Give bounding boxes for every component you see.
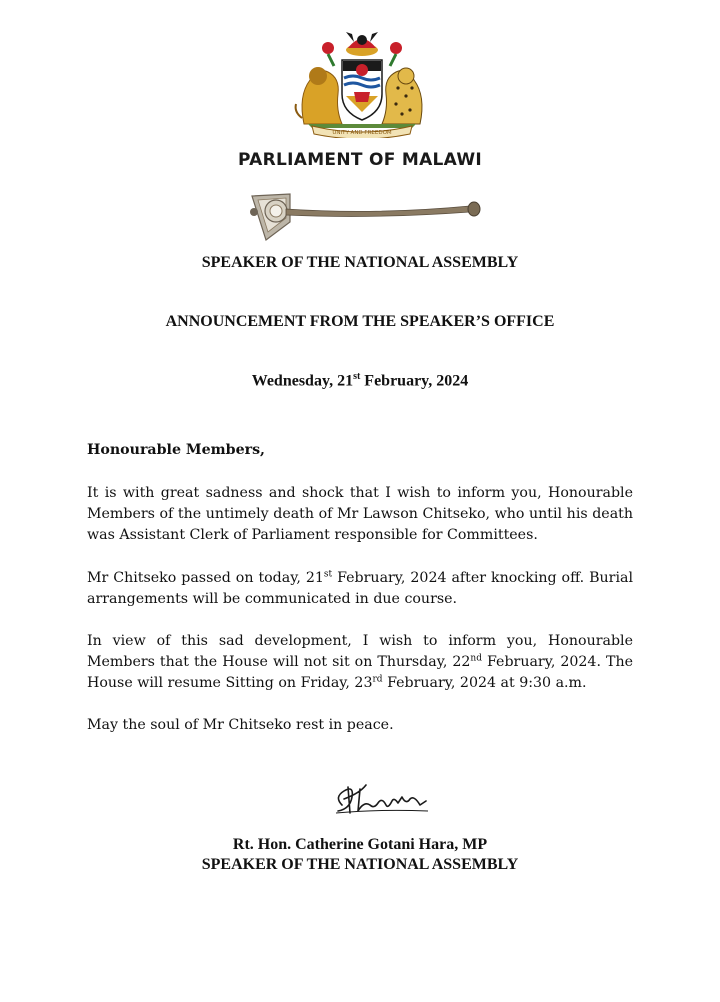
date-day: Wednesday, 21 <box>251 372 354 390</box>
announcement-date <box>0 371 720 390</box>
p3-text-a: In view of this sad development, I wish to inform you, Honourable Members that the House will not sit on Thursday, 22 <box>87 633 633 670</box>
paragraph-sitting <box>87 631 633 694</box>
p3-sup-2: rd <box>372 674 383 685</box>
signatory-name: Rt. Hon. Catherine Gotani Hara, MP <box>232 836 488 853</box>
greeting: Honourable Members, <box>87 442 265 458</box>
coat-of-arms-emblem <box>288 26 436 138</box>
p3-sup-1: nd <box>470 653 482 664</box>
p2-text-b: February, 2024 after knocking off. Burial arrangements will be communicated in due course. <box>87 570 634 607</box>
announcement-title: ANNOUNCEMENT FROM THE SPEAKER’S OFFICE <box>165 313 555 330</box>
paragraph-condolence: May the soul of Mr Chitseko rest in peace. <box>87 717 394 733</box>
mace-icon <box>244 182 484 244</box>
paragraph-death-notice: It is with great sadness and shock that I wish to inform you, Honourable Members of the untimely death of Mr Lawson Chitseko, who until his death was Assistant Clerk of Parliament responsible for Committees. <box>87 485 633 543</box>
signature-image <box>330 775 435 817</box>
office-heading: SPEAKER OF THE NATIONAL ASSEMBLY <box>201 254 519 271</box>
p3-text-b: February, 2024. The House will resume Sitting on Friday, 23 <box>87 654 633 691</box>
p2-text-a: Mr Chitseko passed on today, 21 <box>87 570 324 586</box>
date-suffix: st <box>353 371 361 382</box>
p2-sup: st <box>323 569 333 580</box>
paragraph-burial <box>87 568 633 610</box>
signatory-title: SPEAKER OF THE NATIONAL ASSEMBLY <box>201 856 519 873</box>
p3-text-c: February, 2024 at 9:30 a.m. <box>382 675 587 691</box>
date-rest: February, 2024 <box>360 372 469 390</box>
institution-name: PARLIAMENT OF MALAWI <box>237 150 483 170</box>
coat-motto: UNITY AND FREEDOM <box>332 130 392 136</box>
